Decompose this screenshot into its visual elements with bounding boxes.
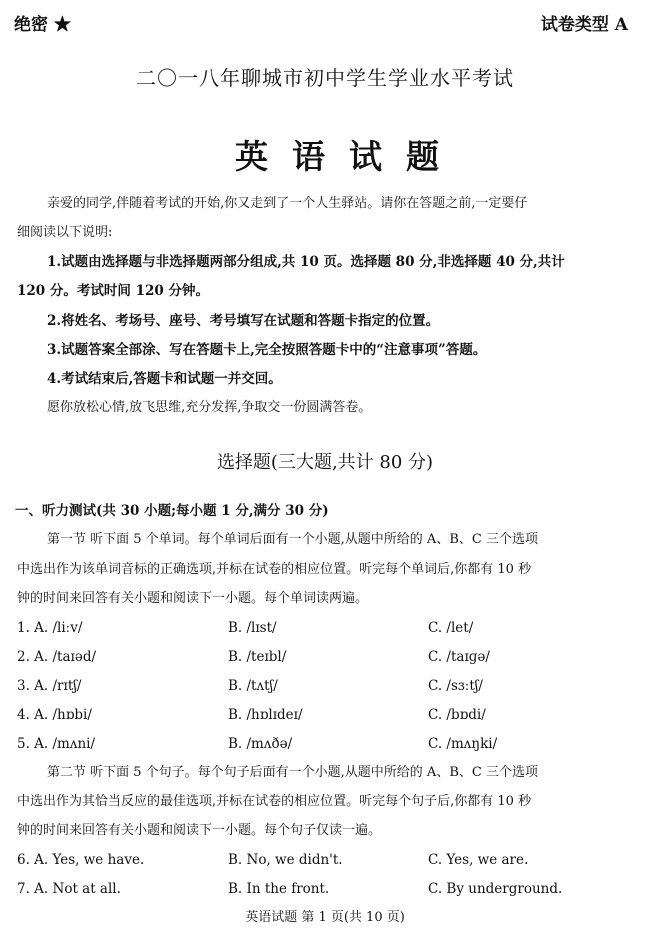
question-6-b: B. No, we didn't. xyxy=(228,852,343,868)
question-3-b: B. /tʌtʃ/ xyxy=(228,678,278,694)
question-2-a: 2. A. /taɪəd/ xyxy=(17,649,97,665)
instruction-3: 3.试题答案全部涂、写在答题卡上,完全按照答题卡中的“注意事项”答题。 xyxy=(47,342,487,358)
section-title: 选择题(三大题,共计 80 分) xyxy=(216,452,434,473)
question-5-c: C. /mʌŋki/ xyxy=(428,736,498,752)
wish-text: 愿你放松心情,放飞思维,充分发挥,争取交一份圆满答卷。 xyxy=(47,400,372,415)
instruction-4: 4.考试结束后,答题卡和试题一并交回。 xyxy=(47,371,282,387)
question-4-c: C. /bɒdi/ xyxy=(428,707,486,723)
header-paper-type: 试卷类型 A xyxy=(540,15,628,35)
instruction-2: 2.将姓名、考场号、座号、考号填写在试题和答题卡指定的位置。 xyxy=(47,313,440,329)
sec2-desc-1: 第二节 听下面 5 个句子。每个句子后面有一个小题,从题中所给的 A、B、C 三个选项 xyxy=(47,765,538,780)
question-7-a: 7. A. Not at all. xyxy=(17,881,121,897)
question-5-a: 5. A. /mʌni/ xyxy=(17,736,96,752)
sec2-desc-3: 钟的时间来回答有关小题和阅读下一小题。每个句子仅读一遍。 xyxy=(17,823,382,838)
question-4-b: B. /hɒlɪdeɪ/ xyxy=(228,707,303,723)
question-1-b: B. /lɪst/ xyxy=(228,620,277,636)
sec1-desc-1: 第一节 听下面 5 个单词。每个单词后面有一个小题,从题中所给的 A、B、C 三个选项 xyxy=(47,532,538,547)
question-5-b: B. /mʌðə/ xyxy=(228,736,293,752)
question-7-c: C. By underground. xyxy=(428,881,563,897)
exam-title: 二〇一八年聊城市初中学生学业水平考试 xyxy=(136,66,514,90)
question-3-a: 3. A. /rɪtʃ/ xyxy=(17,678,82,694)
subject-title: 英语试题 xyxy=(235,137,463,176)
header-confidential: 绝密 ★ xyxy=(14,15,71,35)
part1-title: 一、听力测试(共 30 小题;每小题 1 分,满分 30 分) xyxy=(15,503,329,519)
page-footer: 英语试题 第 1 页(共 10 页) xyxy=(245,910,405,925)
instruction-1-cont: 120 分。考试时间 120 分钟。 xyxy=(17,283,209,299)
question-2-b: B. /teɪbl/ xyxy=(228,649,287,665)
question-4-a: 4. A. /hɒbi/ xyxy=(17,707,92,723)
question-6-c: C. Yes, we are. xyxy=(428,852,529,868)
question-1-c: C. /let/ xyxy=(428,620,474,636)
sec1-desc-2: 中选出作为该单词音标的正确选项,并标在试卷的相应位置。听完每个单词后,你都有 10 秒 xyxy=(17,562,532,577)
intro-line-1: 亲爱的同学,伴随着考试的开始,你又走到了一个人生驿站。请你在答题之前,一定要仔 xyxy=(47,196,528,211)
instruction-1: 1.试题由选择题与非选择题两部分组成,共 10 页。选择题 80 分,非选择题 40 分,共计 xyxy=(47,254,565,270)
question-2-c: C. /taɪɡə/ xyxy=(428,649,490,665)
question-1-a: 1. A. /liːv/ xyxy=(17,620,83,636)
sec1-desc-3: 钟的时间来回答有关小题和阅读下一小题。每个单词读两遍。 xyxy=(17,591,369,606)
question-7-b: B. In the front. xyxy=(228,881,330,897)
sec2-desc-2: 中选出作为其恰当反应的最佳选项,并标在试卷的相应位置。听完每个句子后,你都有 10 秒 xyxy=(17,794,532,809)
intro-line-2: 细阅读以下说明: xyxy=(17,225,113,240)
question-3-c: C. /sɜːtʃ/ xyxy=(428,678,483,694)
question-6-a: 6. A. Yes, we have. xyxy=(17,852,145,868)
